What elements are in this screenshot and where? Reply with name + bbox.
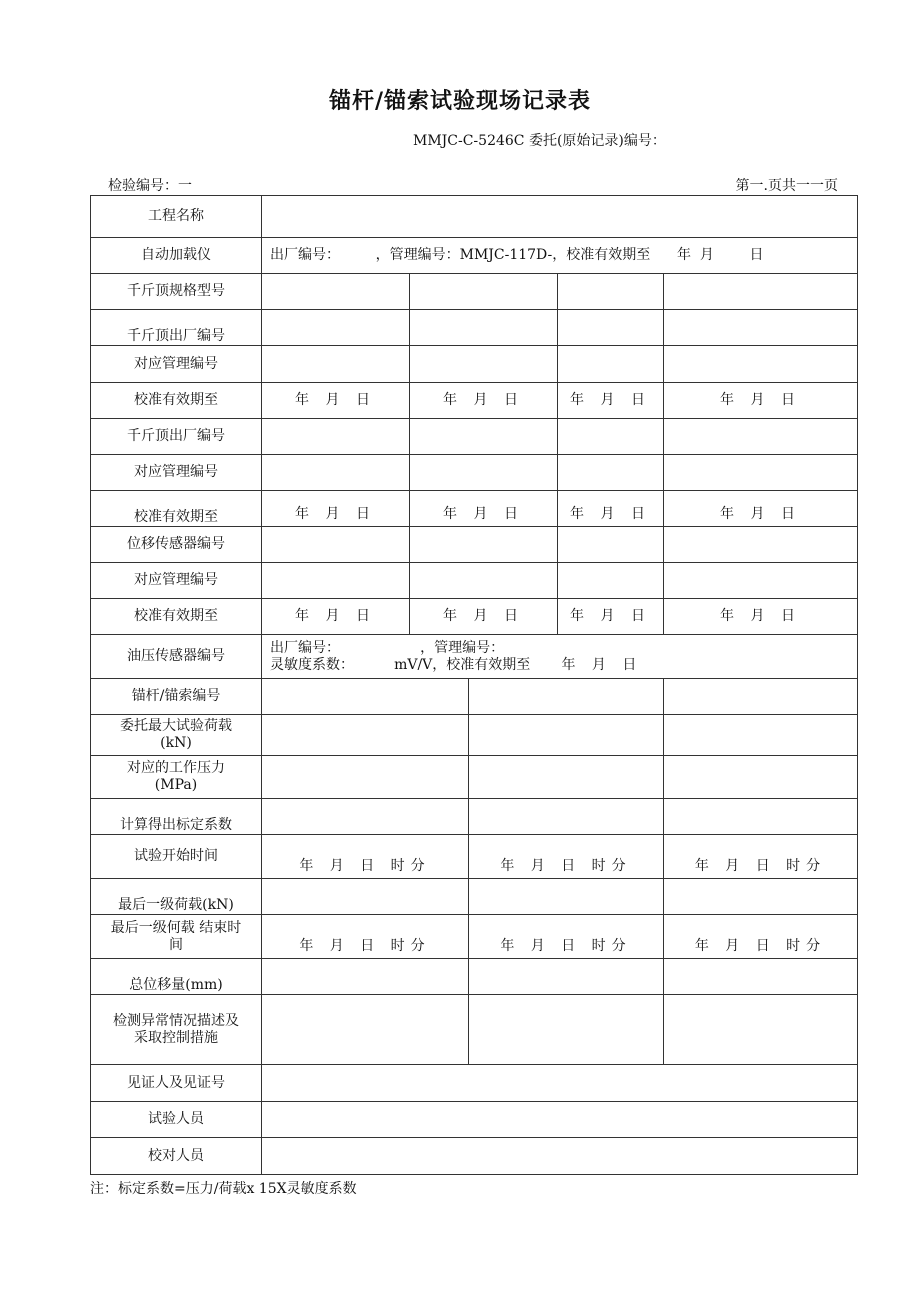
datetime-cell[interactable]: 年 月 日 时分 xyxy=(469,915,664,959)
row-calib-1 xyxy=(91,383,858,419)
date-cell[interactable]: 年 月 日 xyxy=(558,491,664,527)
cell[interactable] xyxy=(558,527,664,563)
inspection-number: 检验编号：一 xyxy=(108,178,192,194)
label-calib-valid: 校准有效期至 xyxy=(91,383,262,419)
label-last-end xyxy=(91,915,262,959)
date-cell[interactable]: 年 月 日 xyxy=(410,383,558,419)
document-number: MMJC-C-5246C 委托(原始记录)编号： xyxy=(413,133,666,149)
footnote: 注：标定系数=压力/荷载x 15X灵敏度系数 xyxy=(90,1181,357,1197)
auto-loader-mgmt: ，管理编号：MMJC-117D-，校准有效期至 xyxy=(375,247,651,263)
row-max-load xyxy=(91,715,858,756)
cell[interactable] xyxy=(262,527,410,563)
date-cell[interactable]: 年 月 日 xyxy=(410,491,558,527)
cell[interactable] xyxy=(469,756,664,799)
cell[interactable] xyxy=(410,563,558,599)
label-max-load-line2: (kN) xyxy=(160,735,192,751)
cell[interactable] xyxy=(262,563,410,599)
label-abnormal-line2: 采取控制措施 xyxy=(134,1029,218,1046)
label-abnormal xyxy=(91,995,262,1065)
label-abnormal-line1: 检测异常情况描述及 xyxy=(113,1012,239,1029)
value-tester[interactable] xyxy=(262,1102,858,1138)
cell[interactable] xyxy=(664,310,858,346)
oil-unit: mV/V，校准有效期至 xyxy=(394,656,531,673)
value-checker[interactable] xyxy=(262,1138,858,1175)
label-max-load-line1: 委托最大试验荷载 xyxy=(120,718,232,734)
oil-factory: 出厂编号： xyxy=(270,639,340,656)
cell[interactable] xyxy=(410,527,558,563)
cell[interactable] xyxy=(262,756,469,799)
cell[interactable] xyxy=(664,527,858,563)
date-cell[interactable]: 年 月 日 xyxy=(410,599,558,635)
label-tester: 试验人员 xyxy=(91,1102,262,1138)
cell[interactable] xyxy=(262,715,469,756)
cell[interactable] xyxy=(262,310,410,346)
row-witness xyxy=(91,1065,858,1102)
oil-date: 年 月 日 xyxy=(561,656,643,673)
cell[interactable] xyxy=(664,959,858,995)
label-max-load xyxy=(91,715,262,756)
cell[interactable] xyxy=(558,274,664,310)
cell[interactable] xyxy=(664,679,858,715)
row-oil-sensor xyxy=(91,635,858,679)
cell[interactable] xyxy=(664,715,858,756)
auto-loader-factory: 出厂编号： xyxy=(270,247,340,263)
row-disp-sensor xyxy=(91,527,858,563)
row-work-pressure xyxy=(91,756,858,799)
cell[interactable] xyxy=(469,715,664,756)
cell[interactable] xyxy=(664,419,858,455)
row-project-name xyxy=(91,196,858,238)
date-cell[interactable]: 年 月 日 xyxy=(262,383,410,419)
cell[interactable] xyxy=(558,346,664,383)
label-jack-model: 千斤顶规格型号 xyxy=(91,274,262,310)
datetime-cell[interactable]: 年 月 日 时分 xyxy=(262,835,469,879)
value-project-name[interactable] xyxy=(262,196,858,238)
label-calib-valid: 校准有效期至 xyxy=(91,599,262,635)
row-start-time xyxy=(91,835,858,879)
datetime-cell[interactable]: 年 月 日 时分 xyxy=(664,915,858,959)
cell[interactable] xyxy=(469,959,664,995)
auto-loader-month: 月 xyxy=(699,247,714,263)
cell[interactable] xyxy=(664,756,858,799)
row-total-disp xyxy=(91,959,858,995)
label-jack-factory: 千斤顶出厂编号 xyxy=(91,419,262,455)
cell[interactable] xyxy=(262,959,469,995)
cell[interactable] xyxy=(262,274,410,310)
row-jack-factory-1 xyxy=(91,310,858,346)
row-jack-model xyxy=(91,274,858,310)
row-calib-3 xyxy=(91,599,858,635)
date-cell[interactable]: 年 月 日 xyxy=(558,599,664,635)
cell[interactable] xyxy=(262,799,469,835)
auto-loader-day: 日 xyxy=(749,247,764,263)
label-auto-loader: 自动加载仪 xyxy=(91,238,262,274)
cell[interactable] xyxy=(469,679,664,715)
label-mgmt-no: 对应管理编号 xyxy=(91,346,262,383)
record-table xyxy=(90,195,858,1175)
row-mgmt-3 xyxy=(91,563,858,599)
label-checker: 校对人员 xyxy=(91,1138,262,1175)
row-last-end xyxy=(91,915,858,959)
label-last-end-line1: 最后一级何载 结束时 xyxy=(110,919,242,936)
label-jack-factory: 千斤顶出厂编号 xyxy=(91,310,262,346)
value-auto-loader[interactable] xyxy=(262,238,858,274)
row-anchor-no xyxy=(91,679,858,715)
label-last-end-line2: 间 xyxy=(169,936,183,953)
label-work-pressure-line1: 对应的工作压力 xyxy=(127,760,225,776)
row-last-load xyxy=(91,879,858,915)
row-auto-loader xyxy=(91,238,858,274)
date-cell[interactable]: 年 月 日 xyxy=(558,383,664,419)
datetime-cell[interactable]: 年 月 日 时分 xyxy=(664,835,858,879)
auto-loader-year: 年 xyxy=(676,247,691,263)
label-anchor-no: 锚杆/锚索编号 xyxy=(91,679,262,715)
row-mgmt-1 xyxy=(91,346,858,383)
row-jack-factory-2 xyxy=(91,419,858,455)
cell[interactable] xyxy=(469,879,664,915)
label-mgmt-no: 对应管理编号 xyxy=(91,563,262,599)
cell[interactable] xyxy=(558,310,664,346)
cell[interactable] xyxy=(664,995,858,1065)
date-cell[interactable]: 年 月 日 xyxy=(262,491,410,527)
label-calc-coef: 计算得出标定系数 xyxy=(91,799,262,835)
cell[interactable] xyxy=(262,995,469,1065)
cell[interactable] xyxy=(410,455,558,491)
cell[interactable] xyxy=(410,419,558,455)
row-calc-coef xyxy=(91,799,858,835)
cell[interactable] xyxy=(664,455,858,491)
label-oil-sensor: 油压传感器编号 xyxy=(91,635,262,679)
label-total-disp: 总位移量(mm) xyxy=(91,959,262,995)
label-project-name: 工程名称 xyxy=(91,196,262,238)
row-tester xyxy=(91,1102,858,1138)
oil-mgmt: ，管理编号： xyxy=(420,639,505,656)
label-start-time: 试验开始时间 xyxy=(91,835,262,879)
cell[interactable] xyxy=(664,274,858,310)
cell[interactable] xyxy=(664,346,858,383)
value-oil-sensor[interactable] xyxy=(262,635,858,679)
cell[interactable] xyxy=(664,799,858,835)
label-calib-valid: 校准有效期至 xyxy=(91,491,262,527)
label-mgmt-no: 对应管理编号 xyxy=(91,455,262,491)
datetime-cell[interactable]: 年 月 日 时分 xyxy=(469,835,664,879)
cell[interactable] xyxy=(410,310,558,346)
row-mgmt-2 xyxy=(91,455,858,491)
row-checker xyxy=(91,1138,858,1175)
cell[interactable] xyxy=(410,346,558,383)
value-witness[interactable] xyxy=(262,1065,858,1102)
page-info: 第一.页共一一页 xyxy=(735,178,838,194)
cell[interactable] xyxy=(558,563,664,599)
row-abnormal xyxy=(91,995,858,1065)
cell[interactable] xyxy=(469,799,664,835)
label-work-pressure xyxy=(91,756,262,799)
cell[interactable] xyxy=(262,419,410,455)
cell[interactable] xyxy=(558,455,664,491)
date-cell[interactable]: 年 月 日 xyxy=(664,491,858,527)
label-witness: 见证人及见证号 xyxy=(91,1065,262,1102)
label-work-pressure-line2: (MPa) xyxy=(154,777,198,793)
oil-sensitivity: 灵敏度系数： xyxy=(270,656,354,673)
cell[interactable] xyxy=(262,679,469,715)
label-last-load: 最后一级荷载(kN) xyxy=(91,879,262,915)
cell[interactable] xyxy=(262,455,410,491)
page-title: 锚杆/锚索试验现场记录表 xyxy=(328,88,592,114)
date-cell[interactable]: 年 月 日 xyxy=(262,599,410,635)
cell[interactable] xyxy=(410,274,558,310)
label-disp-sensor: 位移传感器编号 xyxy=(91,527,262,563)
cell[interactable] xyxy=(262,879,469,915)
date-cell[interactable]: 年 月 日 xyxy=(664,599,858,635)
cell[interactable] xyxy=(262,346,410,383)
date-cell[interactable]: 年 月 日 xyxy=(664,383,858,419)
cell[interactable] xyxy=(664,563,858,599)
row-calib-2 xyxy=(91,491,858,527)
cell[interactable] xyxy=(664,879,858,915)
datetime-cell[interactable]: 年 月 日 时分 xyxy=(262,915,469,959)
cell[interactable] xyxy=(558,419,664,455)
cell[interactable] xyxy=(469,995,664,1065)
